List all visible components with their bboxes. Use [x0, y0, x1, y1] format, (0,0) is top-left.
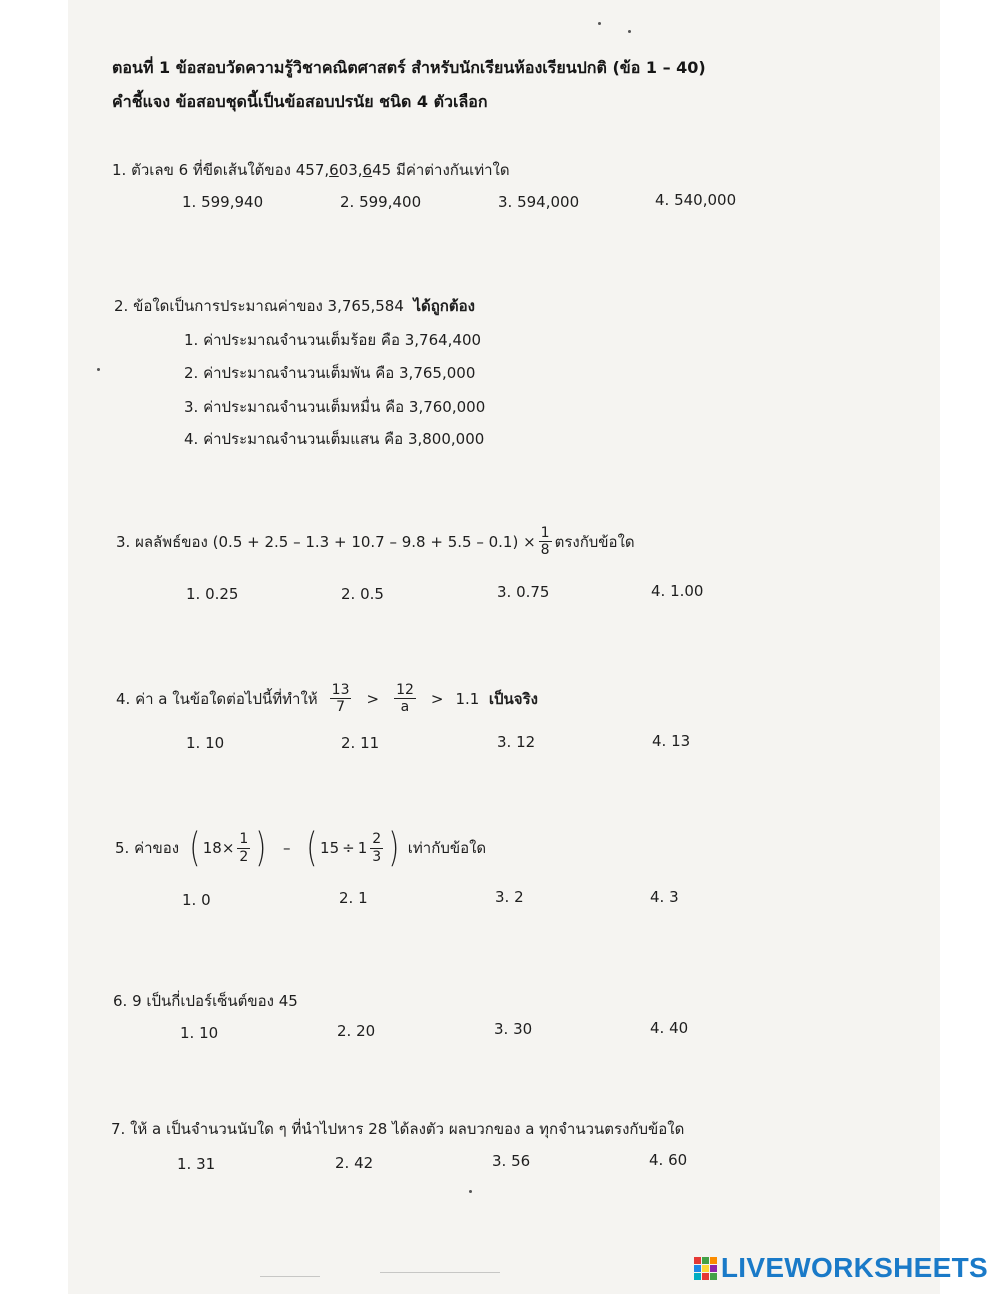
scan-speck [598, 22, 601, 25]
q1-option-4[interactable]: 4. 540,000 [655, 191, 737, 209]
fraction-two-thirds: $\frac{2}{3}$ [372, 831, 382, 865]
q5-option-1[interactable]: 1. 0 [182, 891, 211, 909]
q5-option-4[interactable]: 4. 3 [650, 888, 679, 906]
question-1-stem: 1. ตัวเลข 6 ที่ขีดเส้นใต้ของ 457,603,645 มีค่าต่างกันเท่าใด [112, 161, 510, 179]
q5-option-3[interactable]: 3. 2 [495, 888, 524, 906]
q7-option-2[interactable]: 2. 42 [335, 1154, 374, 1172]
fraction-one-eighth: $\frac{1}{8}$ [540, 525, 550, 559]
question-6-stem: 6. 9 เป็นกี่เปอร์เซ็นต์ของ 45 [113, 992, 298, 1010]
instructions: คำชี้แจง ข้อสอบชุดนี้เป็นข้อสอบปรนัย ชนิด 4 ตัวเลือก [112, 92, 488, 111]
q7-option-3[interactable]: 3. 56 [492, 1152, 531, 1170]
q3-option-3[interactable]: 3. 0.75 [497, 583, 550, 601]
scan-speck [97, 368, 100, 371]
q7-option-4[interactable]: 4. 60 [649, 1151, 688, 1169]
q2-option-1[interactable]: 1. ค่าประมาณจำนวนเต็มร้อย คือ 3,764,400 [184, 331, 482, 349]
q4-option-3[interactable]: 3. 12 [497, 733, 536, 751]
q3-option-4[interactable]: 4. 1.00 [651, 582, 704, 600]
logo-text: LIVEWORKSHEETS [720, 1252, 988, 1283]
section-title: ตอนที่ 1 ข้อสอบวัดความรู้วิชาคณิตศาสตร์ สำหรับนักเรียนห้องเรียนปกติ (ข้อ 1 – 40) [112, 58, 706, 77]
fraction-13-7: $\frac{13}{7}$ [331, 682, 350, 716]
q1-option-3[interactable]: 3. 594,000 [498, 193, 580, 211]
fraction-12-a: $\frac{12}{a}$ [396, 682, 414, 716]
question-4-stem: 4. ค่า a ในข้อใดต่อไปนี้ที่ทำให้ $\frac{13}{7}$ > $\frac{12}{a}$ > 1.1 เป็นจริง [116, 682, 538, 716]
q2-option-3[interactable]: 3. ค่าประมาณจำนวนเต็มหมื่น คือ 3,760,000 [184, 398, 486, 416]
q1-option-2[interactable]: 2. 599,400 [340, 193, 422, 211]
question-5-stem: 5. ค่าของ ( 18 × $\frac{1}{2}$ ) – ( 15 ÷ 1 $\frac{2}{3}$ ) เท่ากับข้อใด [115, 825, 487, 871]
q3-option-2[interactable]: 2. 0.5 [341, 585, 384, 603]
question-7-stem: 7. ให้ a เป็นจำนวนนับใด ๆ ที่นำไปหาร 28 ได้ลงตัว ผลบวกของ a ทุกจำนวนตรงกับข้อใด [111, 1120, 685, 1138]
q4-option-2[interactable]: 2. 11 [341, 734, 380, 752]
q2-option-4[interactable]: 4. ค่าประมาณจำนวนเต็มแสน คือ 3,800,000 [184, 430, 485, 448]
scan-smudge [380, 1272, 500, 1273]
question-3-stem: 3. ผลลัพธ์ของ (0.5 + 2.5 – 1.3 + 10.7 – 9.8 + 5.5 – 0.1) × $\frac{1}{8}$ ตรงกับข้อใด [116, 525, 635, 559]
q4-option-4[interactable]: 4. 13 [652, 732, 691, 750]
q6-option-3[interactable]: 3. 30 [494, 1020, 533, 1038]
scan-smudge [260, 1276, 320, 1277]
q6-option-2[interactable]: 2. 20 [337, 1022, 376, 1040]
fraction-one-half: $\frac{1}{2}$ [239, 831, 249, 865]
q6-option-1[interactable]: 1. 10 [180, 1024, 219, 1042]
scan-speck [469, 1190, 472, 1193]
q3-option-1[interactable]: 1. 0.25 [186, 585, 239, 603]
q5-option-2[interactable]: 2. 1 [339, 889, 368, 907]
q2-option-2[interactable]: 2. ค่าประมาณจำนวนเต็มพัน คือ 3,765,000 [184, 364, 476, 382]
logo-grid-icon [694, 1257, 717, 1280]
q4-option-1[interactable]: 1. 10 [186, 734, 225, 752]
liveworksheets-logo[interactable] [694, 1252, 988, 1284]
scan-speck [628, 30, 631, 33]
q7-option-1[interactable]: 1. 31 [177, 1155, 216, 1173]
q6-option-4[interactable]: 4. 40 [650, 1019, 689, 1037]
q1-option-1[interactable]: 1. 599,940 [182, 193, 264, 211]
question-2-stem: 2. ข้อใดเป็นการประมาณค่าของ 3,765,584 ได้ถูกต้อง [114, 297, 475, 315]
